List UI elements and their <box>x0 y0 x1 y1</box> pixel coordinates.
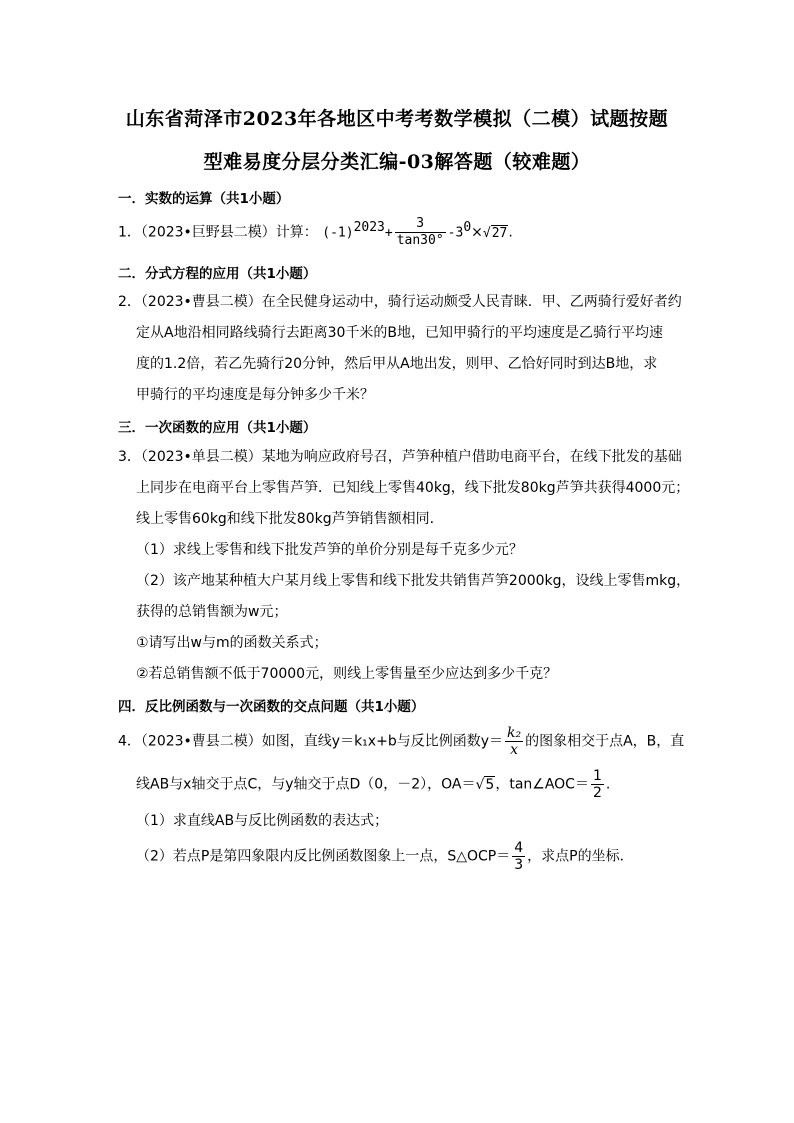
question-4-line-2-text: 线AB与x轴交于点C，与y轴交于点D（0，－2），OA＝ <box>136 776 476 793</box>
question-4-part-2-tail: ，求点P的坐标． <box>527 848 634 865</box>
question-1 <box>118 216 513 249</box>
question-4-line-2 <box>136 768 610 801</box>
question-4-line-2-mid: ，tan∠AOC＝ <box>495 776 589 793</box>
question-4-line-1-tail: 的图象相交于点A，B，直 <box>525 733 685 750</box>
question-4-fraction-half <box>591 768 604 801</box>
formula-minus-three: -3 <box>447 225 464 241</box>
sqrt-radicand: 5 <box>485 776 495 793</box>
formula-exp-2023: 2023 <box>353 219 385 235</box>
section-heading-2: 二．分式方程的应用（共1小题） <box>118 266 317 282</box>
fraction-numerator: 1 <box>592 768 602 784</box>
question-3-part-1: （1）求线上零售和线下批发芦笋的单价分别是每千克多少元？ <box>136 542 523 558</box>
formula-fraction <box>395 216 446 249</box>
question-3-part-2-line-1: （2）该产地某种植大户某月线上零售和线下批发共销售芦笋2000kg，设线上零售mkg， <box>136 573 691 589</box>
fraction-numerator: 4 <box>514 840 524 856</box>
question-4-line-1 <box>118 725 684 758</box>
question-4-line-2-end: . <box>605 776 611 793</box>
question-3-line-2: 上同步在电商平台上零售芦笋．已知线上零售40kg，线下批发80kg芦笋共获得4000元； <box>136 480 690 496</box>
fraction-denominator: x <box>510 742 518 758</box>
document-title-line-1: 山东省菏泽市2023年各地区中考考数学模拟（二模）试题按题 <box>125 108 669 130</box>
fraction-denominator: tan30° <box>396 233 444 248</box>
section-heading-3: 三．一次函数的应用（共1小题） <box>118 420 317 436</box>
question-4-part-2-text: （2）若点P是第四象限内反比例函数图象上一点，S△OCP＝ <box>136 848 511 865</box>
question-4-part-2 <box>136 840 634 873</box>
question-3-line-1: 3．（2023•单县二模）某地为响应政府号召，芦笋种植户借助电商平台，在线下批发的基础 <box>118 449 682 465</box>
sqrt-radicand: 27 <box>491 225 508 241</box>
fraction-numerator: k₂ <box>507 725 522 741</box>
formula-plus: + <box>384 225 393 241</box>
question-4-sqrt <box>475 777 495 793</box>
question-2-line-4: 甲骑行的平均速度是每分钟多少千米？ <box>136 387 374 403</box>
question-4-line-1-text: 4．（2023•曹县二模）如图，直线y＝k₁x+b与反比例函数y＝ <box>118 733 503 750</box>
question-3-line-3: 线上零售60kg和线下批发80kg芦笋销售额相同． <box>136 511 444 527</box>
question-2-line-3: 度的1.2倍，若乙先骑行20分钟，然后甲从A地出发，则甲、乙恰好同时到达B地，求 <box>136 356 658 372</box>
formula-sqrt <box>483 226 508 241</box>
question-3-part-2-line-2: 获得的总销售额为w元； <box>136 604 288 620</box>
sqrt-icon: √ <box>475 776 485 793</box>
fraction-numerator: 3 <box>395 216 446 233</box>
sqrt-icon: √ <box>482 225 491 241</box>
question-4-fraction-four-thirds <box>512 840 525 873</box>
formula-times: × <box>471 224 483 241</box>
fraction-denominator: 2 <box>592 785 602 801</box>
question-4-fraction-k2-x <box>505 725 523 758</box>
question-2-line-2: 定从A地沿相同路线骑行去距离30千米的B地，已知甲骑行的平均速度是乙骑行平均速 <box>136 325 663 341</box>
question-3-subpart-2: ②若总销售额不低于70000元，则线上零售量至少应达到多少千克？ <box>136 666 558 682</box>
formula-end: . <box>508 224 513 241</box>
section-heading-4: 四．反比例函数与一次函数的交点问题（共1小题） <box>118 699 425 715</box>
fraction-denominator: 3 <box>514 857 524 873</box>
question-3-subpart-1: ①请写出w与m的函数关系式； <box>136 635 328 651</box>
question-4-part-1: （1）求直线AB与反比例函数的表达式； <box>136 813 389 829</box>
question-2-line-1: 2．（2023•曹县二模）在全民健身运动中，骑行运动颇受人民青睐．甲、乙两骑行爱好者约 <box>118 294 682 310</box>
document-title-line-2: 型难易度分层分类汇编-03解答题（较难题） <box>203 151 591 173</box>
section-heading-1: 一．实数的运算（共1小题） <box>118 191 290 207</box>
formula-exp-zero: 0 <box>463 219 472 235</box>
question-1-prefix: 1．（2023•巨野县二模）计算： <box>118 224 318 241</box>
formula-neg-one: (-1) <box>322 225 354 241</box>
